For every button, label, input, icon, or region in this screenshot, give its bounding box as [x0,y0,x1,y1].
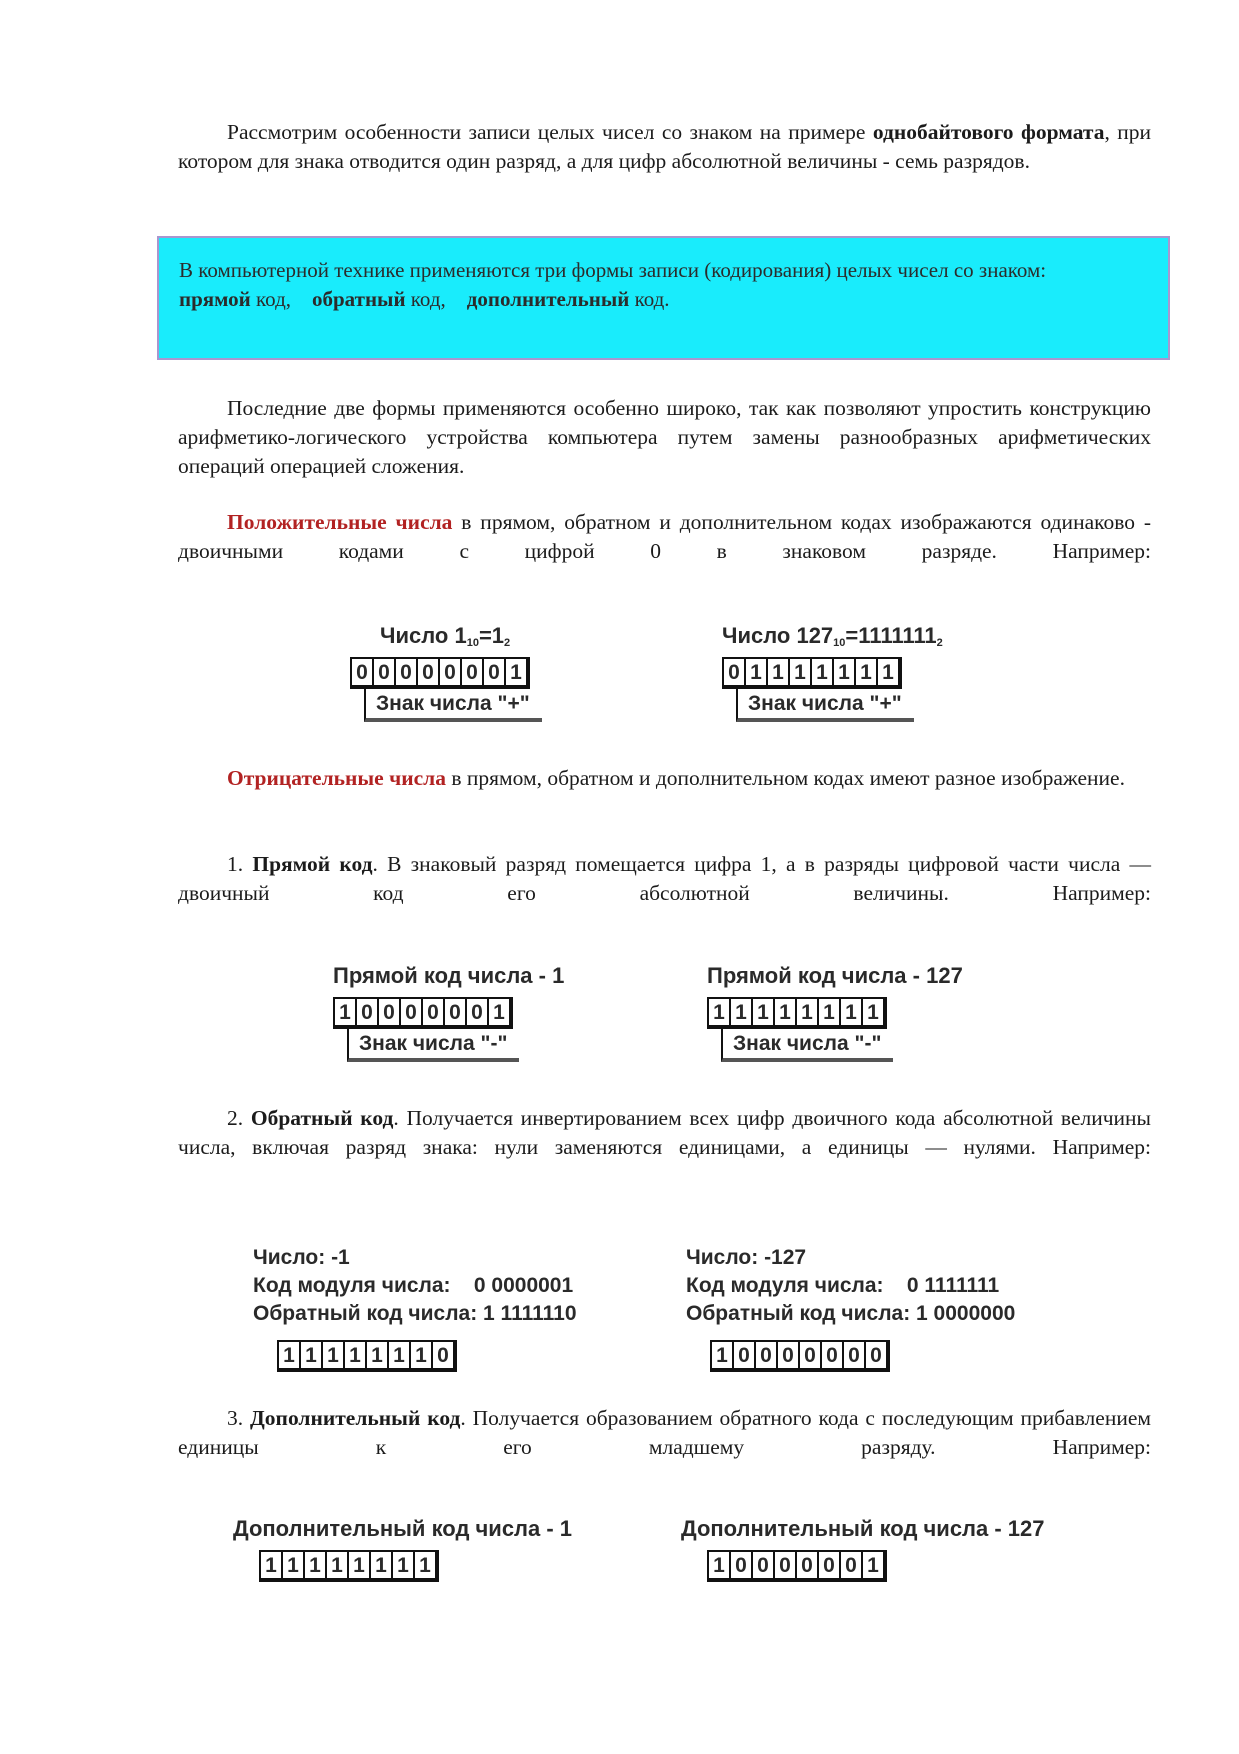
bit-cell: 0 [421,999,443,1025]
intro-text-1: Рассмотрим особенности записи целых чисел со знаком на примере [227,120,873,144]
bit-cell: 0 [416,659,438,685]
bit-grid [259,1550,439,1582]
bit-cell: 1 [773,999,795,1025]
callout-form-direct-suffix: код, [250,287,291,311]
inverse-code-paragraph [178,1104,1151,1162]
bit-cell: 1 [321,1342,343,1368]
negative-paragraph [178,764,1151,793]
bit-cell: 0 [438,659,460,685]
bit-cell: 0 [776,1342,798,1368]
bit-cell: 1 [303,1552,325,1578]
complement-code-paragraph [178,1404,1151,1462]
complement-code-number: 3. [227,1406,251,1430]
bit-cell: 0 [751,1552,773,1578]
bit-cell: 1 [716,1343,728,1367]
bit-cell: 0 [732,1342,754,1368]
bit-cell: 1 [369,1552,391,1578]
bit-cell: 1 [299,1342,321,1368]
bit-cell: 0 [372,659,394,685]
bit-cell: 0 [443,999,465,1025]
sign-label: Знак числа "-" [347,1029,519,1062]
inverse-figure-127 [686,1244,1015,1372]
direct-code-term: Прямой код [252,852,373,876]
bit-cell: 1 [744,659,766,685]
bit-grid [333,997,513,1029]
bit-cell: 1 [713,1553,725,1577]
bit-cell: 0 [798,1342,820,1368]
bit-cell: 1 [265,1553,277,1577]
figure-title: Дополнительный код числа - 127 [681,1516,1045,1541]
positive-paragraph [178,508,1151,566]
bit-cell: 1 [751,999,773,1025]
inverse-figure-1 [253,1244,577,1372]
negative-text: в прямом, обратном и дополнительном кодах имеют разное изображение. [445,766,1125,790]
bit-grid [710,1340,890,1372]
inverse-line: Обратный код числа: 1 0000000 [686,1302,1016,1325]
modulus-line: Код модуля числа: 0 1111111 [686,1274,1000,1297]
callout-form-complement: дополнительный [466,287,630,311]
bit-cell: 0 [356,660,368,684]
bit-cell: 1 [281,1552,303,1578]
bit-grid [350,657,530,689]
figure-title: Число $127_{10}=1111111_2$ [722,623,943,649]
number-line: Число: -127 [686,1246,807,1269]
modulus-line: Код модуля числа: 0 0000001 [253,1274,574,1297]
bit-cell: 1 [810,659,832,685]
bit-cell: 0 [864,1342,886,1368]
bit-grid [722,657,902,689]
sign-label: Знак числа "+" [364,689,542,722]
bit-cell: 1 [487,999,509,1025]
bit-grid [277,1340,457,1372]
number-line: Число: -1 [253,1246,350,1269]
inverse-line: Обратный код числа: 1 1111110 [253,1302,577,1325]
bit-cell: 0 [754,1342,776,1368]
callout-form-inverse-suffix: код, [405,287,446,311]
bit-cell: 0 [817,1552,839,1578]
bit-cell: 0 [377,999,399,1025]
bit-cell: 1 [832,659,854,685]
inverse-code-term: Обратный код [250,1106,394,1130]
complement-code-text: . Получается образованием обратного кода с последующим прибавлением единицы к его младшему разряду. Например: [178,1406,1151,1459]
bit-cell: 0 [394,659,416,685]
bit-cell: 0 [465,999,487,1025]
figure-title: Число $1_{10}=1_2$ [380,623,511,649]
bit-cell: 1 [795,999,817,1025]
positive-figure-1 [350,623,542,722]
positive-heading: Положительные числа [227,510,453,534]
callout-form-direct: прямой [179,287,251,311]
bit-cell: 0 [399,999,421,1025]
bit-cell: 1 [283,1343,295,1367]
bit-cell: 0 [729,1552,751,1578]
figure-title: Дополнительный код числа - 1 [233,1516,573,1541]
direct-code-text: . В знаковый разряд помещается цифра 1, а в разряды цифровой части числа — двоичный код его абсолютной величины. Например: [178,852,1151,905]
bit-cell: 1 [729,999,751,1025]
bit-cell: 0 [728,660,740,684]
negative-heading: Отрицательные числа [227,766,446,790]
bit-cell: 1 [325,1552,347,1578]
bit-cell: 1 [339,1000,351,1024]
bit-cell: 1 [861,1552,883,1578]
direct-figure-1 [333,963,564,1062]
complement-figure-1 [233,1516,572,1582]
bit-cell: 0 [460,659,482,685]
direct-code-paragraph [178,850,1151,908]
bit-cell: 1 [766,659,788,685]
sign-label: Знак числа "-" [721,1029,893,1062]
inverse-code-text: . Получается инвертированием всех цифр двоичного кода абсолютной величины числа, включая разряд знака: нули заменяются единицами, а единицы — нулями. Например: [178,1106,1152,1159]
bit-cell: 1 [861,999,883,1025]
bit-cell: 1 [876,659,898,685]
bit-cell: 0 [820,1342,842,1368]
complement-code-term: Дополнительный код [250,1406,461,1430]
bit-cell: 0 [482,659,504,685]
bit-cell: 1 [788,659,810,685]
usage-paragraph [178,394,1151,481]
bit-grid [707,1550,887,1582]
figure-title: Прямой код числа - 1 [333,963,565,988]
bit-cell: 1 [409,1342,431,1368]
bit-cell: 1 [343,1342,365,1368]
intro-text-2: , при котором для знака отводится один разряд, а для цифр абсолютной величины - семь разрядов. [178,120,1152,173]
figure-title: Прямой код числа - 127 [707,963,963,988]
inverse-code-number: 2. [227,1106,251,1130]
bit-cell: 1 [413,1552,435,1578]
callout-box [157,236,1170,360]
intro-paragraph [178,118,1151,176]
sign-label: Знак числа "+" [736,689,914,722]
intro-bold-term: однобайтового формата [872,120,1105,144]
bit-grid [707,997,887,1029]
bit-cell: 1 [347,1552,369,1578]
bit-cell: 1 [854,659,876,685]
bit-cell: 1 [713,1000,725,1024]
bit-cell: 0 [839,1552,861,1578]
bit-cell: 1 [387,1342,409,1368]
bit-cell: 1 [391,1552,413,1578]
bit-cell: 0 [795,1552,817,1578]
bit-cell: 0 [355,999,377,1025]
direct-code-number: 1. [227,852,253,876]
positive-text: в прямом, обратном и дополнительном кодах изображаются одинаково - двоичными кодами с цифрой 0 в знаковом разряде. Например: [178,510,1151,563]
callout-form-complement-suffix: код. [629,287,670,311]
usage-text: Последние две формы применяются особенно широко, так как позволяют упростить конструкцию арифметико-логического устройства компьютера путем замены разнообразных арифметических операций операцией сложения. [178,396,1151,478]
bit-cell: 1 [839,999,861,1025]
bit-cell: 0 [842,1342,864,1368]
bit-cell: 1 [504,659,526,685]
direct-figure-127 [707,963,963,1062]
bit-cell: 1 [365,1342,387,1368]
bit-cell: 0 [431,1342,453,1368]
callout-form-inverse: обратный [312,287,406,311]
callout-line-2 [179,285,1148,314]
positive-figure-127 [722,623,943,722]
complement-figure-127 [681,1516,1045,1582]
callout-line-1: В компьютерной технике применяются три формы записи (кодирования) целых чисел со знаком: [179,258,1047,282]
bit-cell: 0 [773,1552,795,1578]
bit-cell: 1 [817,999,839,1025]
